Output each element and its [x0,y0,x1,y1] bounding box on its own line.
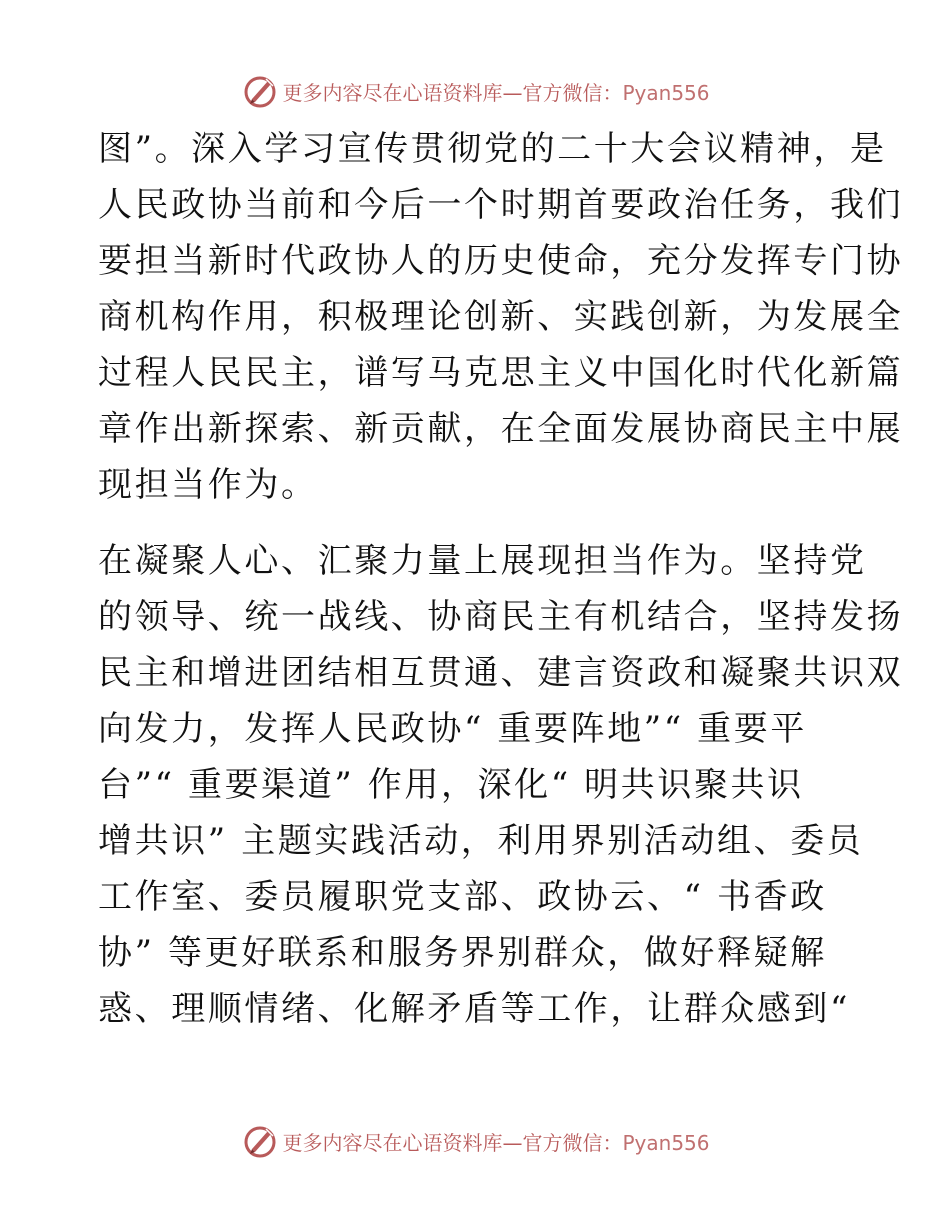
text-line: 图”。深入学习宣传贯彻党的二十大会议精神，是 [98,129,887,169]
paragraph-gap [98,513,858,533]
paragraph [98,121,904,513]
watermark-text: 更多内容尽在心语资料库—官方微信：Pyan556 [282,80,710,105]
document-body [98,121,904,1037]
text-line: 章作出新探索、新贡献，在全面发展协商民主中展 [98,409,904,449]
text-line: 台”“ 重要渠道” 作用，深化“ 明共识聚共识 [98,765,804,805]
watermark-text: 更多内容尽在心语资料库—官方微信：Pyan556 [282,1130,710,1155]
text-line: 要担当新时代政协人的历史使命，充分发挥专门协 [98,241,904,281]
text-line: 工作室、委员履职党支部、政协云、“ 书香政 [98,877,827,917]
paragraph [98,533,904,1037]
pen-logo-icon [240,1121,280,1161]
footer-watermark [0,1121,950,1161]
text-line: 的领导、统一战线、协商民主有机结合，坚持发扬 [98,597,904,637]
text-line: 过程人民民主，谱写马克思主义中国化时代化新篇 [98,353,904,393]
text-line: 协” 等更好联系和服务界别群众，做好释疑解 [98,933,827,973]
text-line: 商机构作用，积极理论创新、实践创新，为发展全 [98,297,904,337]
text-line: 在凝聚人心、汇聚力量上展现担当作为。坚持党 [98,541,867,581]
text-line: 人民政协当前和今后一个时期首要政治任务，我们 [98,185,904,225]
header-watermark [0,71,950,111]
text-line: 现担当作为。 [98,465,318,505]
text-line: 惑、理顺情绪、化解矛盾等工作，让群众感到“ [98,989,850,1029]
text-line: 民主和增进团结相互贯通、建言资政和凝聚共识双 [98,653,904,693]
pen-logo-icon [240,71,280,111]
text-line: 增共识” 主题实践活动，利用界别活动组、委员 [98,821,864,861]
text-line: 向发力，发挥人民政协“ 重要阵地”“ 重要平 [98,709,807,749]
